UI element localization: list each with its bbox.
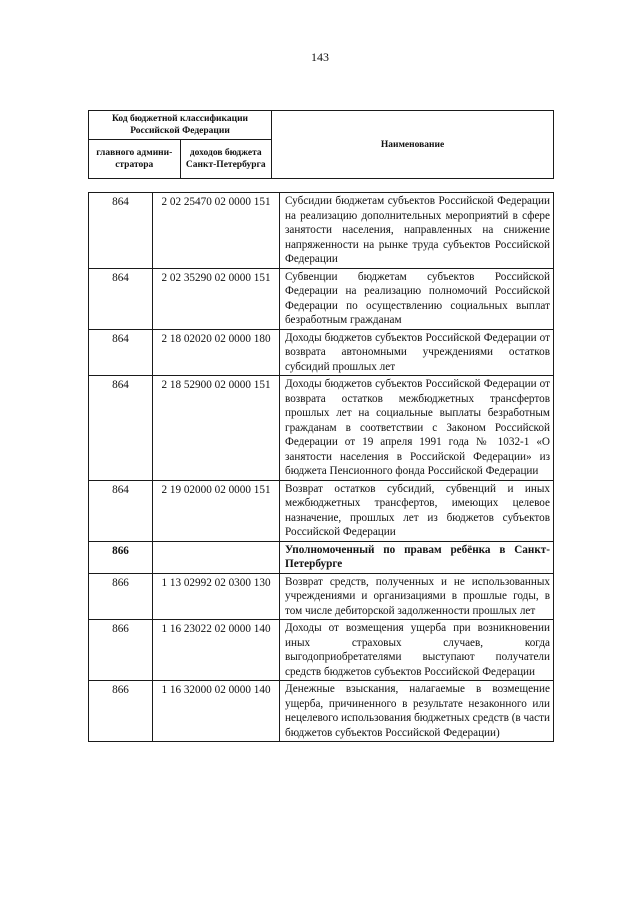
- table-row: [89, 681, 554, 742]
- revenue-name: Доходы бюджетов субъектов Российской Федерации от возврата автономными учреждениями остатков субсидий прошлых лет: [280, 329, 554, 376]
- name-column-header: Наименование: [272, 111, 554, 179]
- revenue-name: Субвенции бюджетам субъектов Российской Федерации на реализацию полномочий Российской Федерации по осуществлению социальных выплат безработным гражданам: [280, 268, 554, 329]
- revenue-column-header: доходов бюджета Санкт-Петербурга: [180, 140, 272, 179]
- revenue-code: 1 13 02992 02 0300 130: [153, 573, 280, 620]
- admin-code: 864: [89, 193, 153, 269]
- admin-code: 866: [89, 541, 153, 573]
- admin-code: 864: [89, 268, 153, 329]
- revenue-code: 2 18 52900 02 0000 151: [153, 376, 280, 481]
- admin-code: 866: [89, 681, 153, 742]
- admin-code: 866: [89, 573, 153, 620]
- revenue-name: Доходы от возмещения ущерба при возникновении иных страховых случаев, когда выгодоприобретателями выступают получатели средств бюджетов субъектов Российской Федерации: [280, 620, 554, 681]
- revenue-name: Доходы бюджетов субъектов Российской Федерации от возврата остатков межбюджетных трансфертов прошлых лет на социальные выплаты безработным гражданам в соответствии с Законом Российской Федерации от 19 апреля 1991 года № 1032-1 «О занятости населения в Российской Федерации» из бюджета Пенсионного фонда Российской Федерации: [280, 376, 554, 481]
- revenue-code: 2 02 35290 02 0000 151: [153, 268, 280, 329]
- revenue-name: Субсидии бюджетам субъектов Российской Федерации на реализацию дополнительных мероприятий в сфере занятости населения, направленных на снижение напряженности на рынке труда субъектов Российской Федерации: [280, 193, 554, 269]
- revenue-name: Возврат остатков субсидий, субвенций и иных межбюджетных трансфертов, имеющих целевое назначение, прошлых лет из бюджетов субъектов Российской Федерации: [280, 480, 554, 541]
- table-header: [88, 110, 554, 179]
- budget-codes-table: [88, 192, 554, 742]
- table-row: [89, 268, 554, 329]
- admin-code: 866: [89, 620, 153, 681]
- revenue-code: 2 19 02000 02 0000 151: [153, 480, 280, 541]
- revenue-code: 1 16 32000 02 0000 140: [153, 681, 280, 742]
- page-number: 143: [311, 50, 329, 64]
- admin-column-header: главного админи-стратора: [89, 140, 181, 179]
- table-row: [89, 376, 554, 481]
- table-row: [89, 541, 554, 573]
- admin-code: 864: [89, 329, 153, 376]
- admin-code: 864: [89, 480, 153, 541]
- revenue-name: Денежные взыскания, налагаемые в возмещение ущерба, причиненного в результате незаконного или нецелевого использования бюджетных средств (в части бюджетов субъектов Российской Федерации): [280, 681, 554, 742]
- revenue-code: 2 02 25470 02 0000 151: [153, 193, 280, 269]
- revenue-code: [153, 541, 280, 573]
- admin-code: 864: [89, 376, 153, 481]
- revenue-code: 2 18 02020 02 0000 180: [153, 329, 280, 376]
- revenue-name: Уполномоченный по правам ребёнка в Санкт-Петербурге: [280, 541, 554, 573]
- table-row: [89, 480, 554, 541]
- revenue-name: Возврат средств, полученных и не использованных учреждениями и организациями в прошлые годы, в том числе дебиторской задолженности прошлых лет: [280, 573, 554, 620]
- table-row: [89, 193, 554, 269]
- table-row: [89, 329, 554, 376]
- table-body: [89, 193, 554, 742]
- table-row: [89, 573, 554, 620]
- classification-title: Код бюджетной классификации Российской Федерации: [89, 111, 272, 140]
- revenue-code: 1 16 23022 02 0000 140: [153, 620, 280, 681]
- table-row: [89, 620, 554, 681]
